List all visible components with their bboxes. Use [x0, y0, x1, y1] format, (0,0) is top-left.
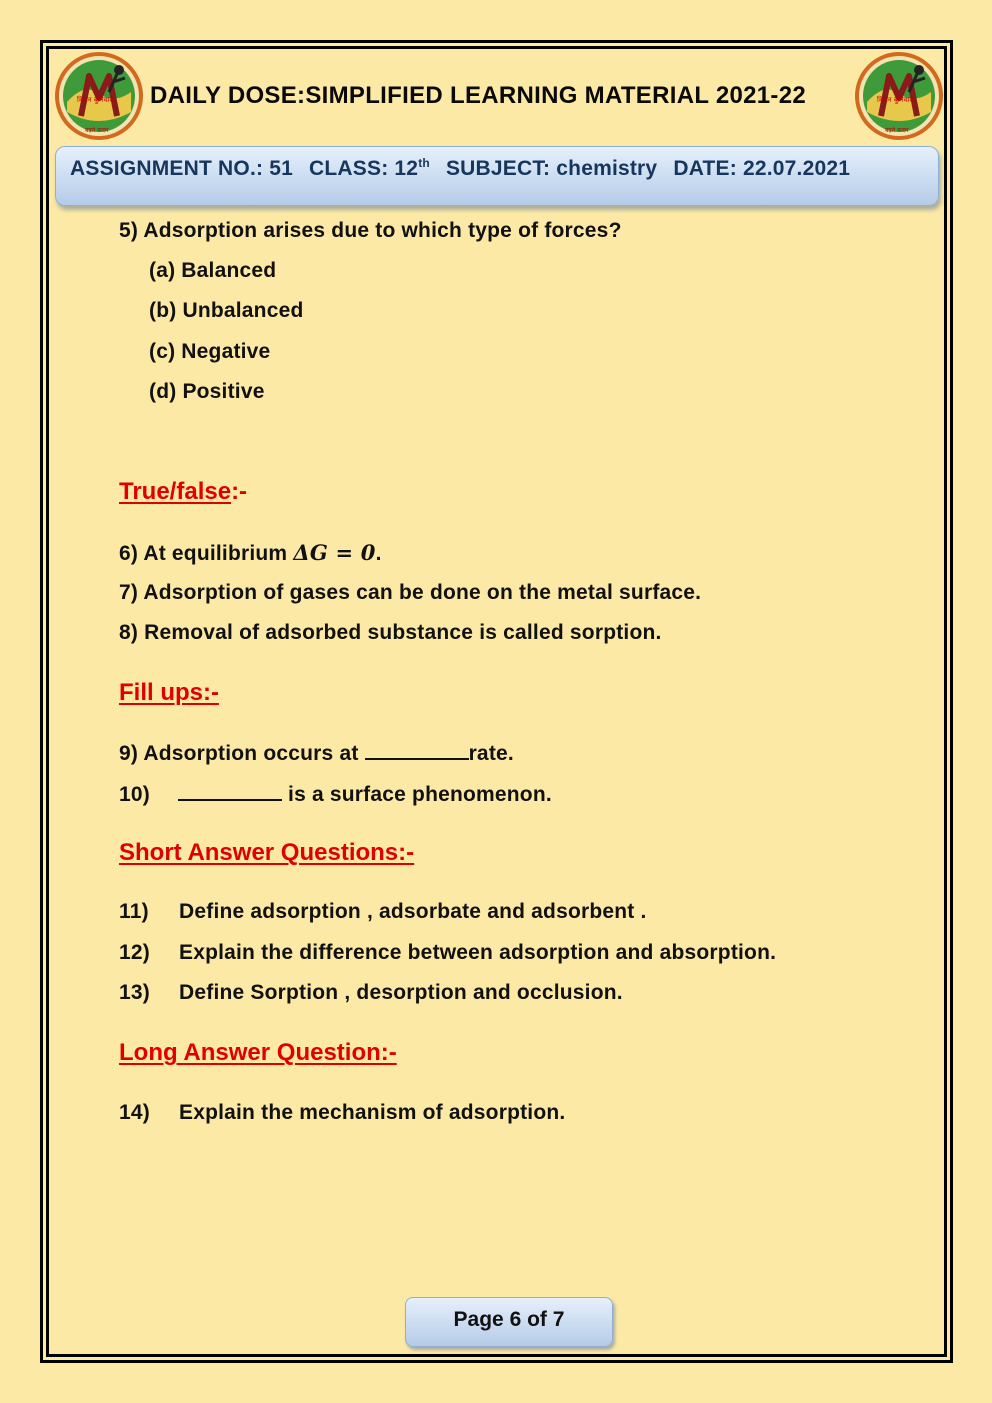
- question-5: 5) Adsorption arises due to which type of forces?: [119, 219, 622, 242]
- question-11: 11) Define adsorption , adsorbate and adsorbent .: [119, 900, 647, 923]
- question-10: 10) is a surface phenomenon.: [119, 783, 552, 806]
- class-label: CLASS: 12th: [309, 156, 430, 180]
- question-8: 8) Removal of adsorbed substance is called sorption.: [119, 621, 662, 644]
- blank-line: [365, 740, 469, 760]
- question-14: 14) Explain the mechanism of adsorption.: [119, 1101, 566, 1124]
- page-number: Page 6 of 7: [453, 1308, 565, 1331]
- option-a: (a) Balanced: [149, 259, 277, 282]
- question-12: 12) Explain the difference between adsorption and absorption.: [119, 941, 777, 964]
- date-label: DATE: 22.07.2021: [673, 157, 851, 180]
- assignment-info: [70, 156, 860, 181]
- mission-buniyaad-logo-left: [55, 52, 143, 140]
- mission-buniyaad-logo-right: [855, 52, 943, 140]
- svg-text:मिशन बुनियाद: मिशन बुनियाद: [77, 96, 114, 104]
- blank-line: [178, 781, 282, 801]
- document-title: DAILY DOSE:SIMPLIFIED LEARNING MATERIAL 2021-22: [150, 82, 806, 109]
- question-13: 13) Define Sorption , desorption and occlusion.: [119, 981, 623, 1004]
- long-answer-heading: Long Answer Question:-: [119, 1039, 397, 1066]
- option-d: (d) Positive: [149, 380, 265, 403]
- question-6: 6) At equilibrium ΔG = 0.: [119, 540, 382, 565]
- assignment-number: ASSIGNMENT NO.: 51: [70, 157, 293, 180]
- svg-text:मिशन बुनियाद: मिशन बुनियाद: [877, 96, 914, 104]
- true-false-heading: True/false:-: [119, 478, 248, 505]
- option-b: (b) Unbalanced: [149, 299, 304, 322]
- subject-label: SUBJECT: chemistry: [445, 157, 658, 180]
- question-7: 7) Adsorption of gases can be done on the metal surface.: [119, 581, 702, 604]
- fill-ups-heading: Fill ups:-: [119, 679, 219, 706]
- svg-text:बढ़ते कदम: बढ़ते कदम: [885, 127, 909, 134]
- option-c: (c) Negative: [149, 340, 271, 363]
- question-9: 9) Adsorption occurs at rate.: [119, 742, 514, 765]
- svg-text:बढ़ते कदम: बढ़ते कदम: [85, 127, 109, 134]
- short-answer-heading: Short Answer Questions:-: [119, 839, 415, 866]
